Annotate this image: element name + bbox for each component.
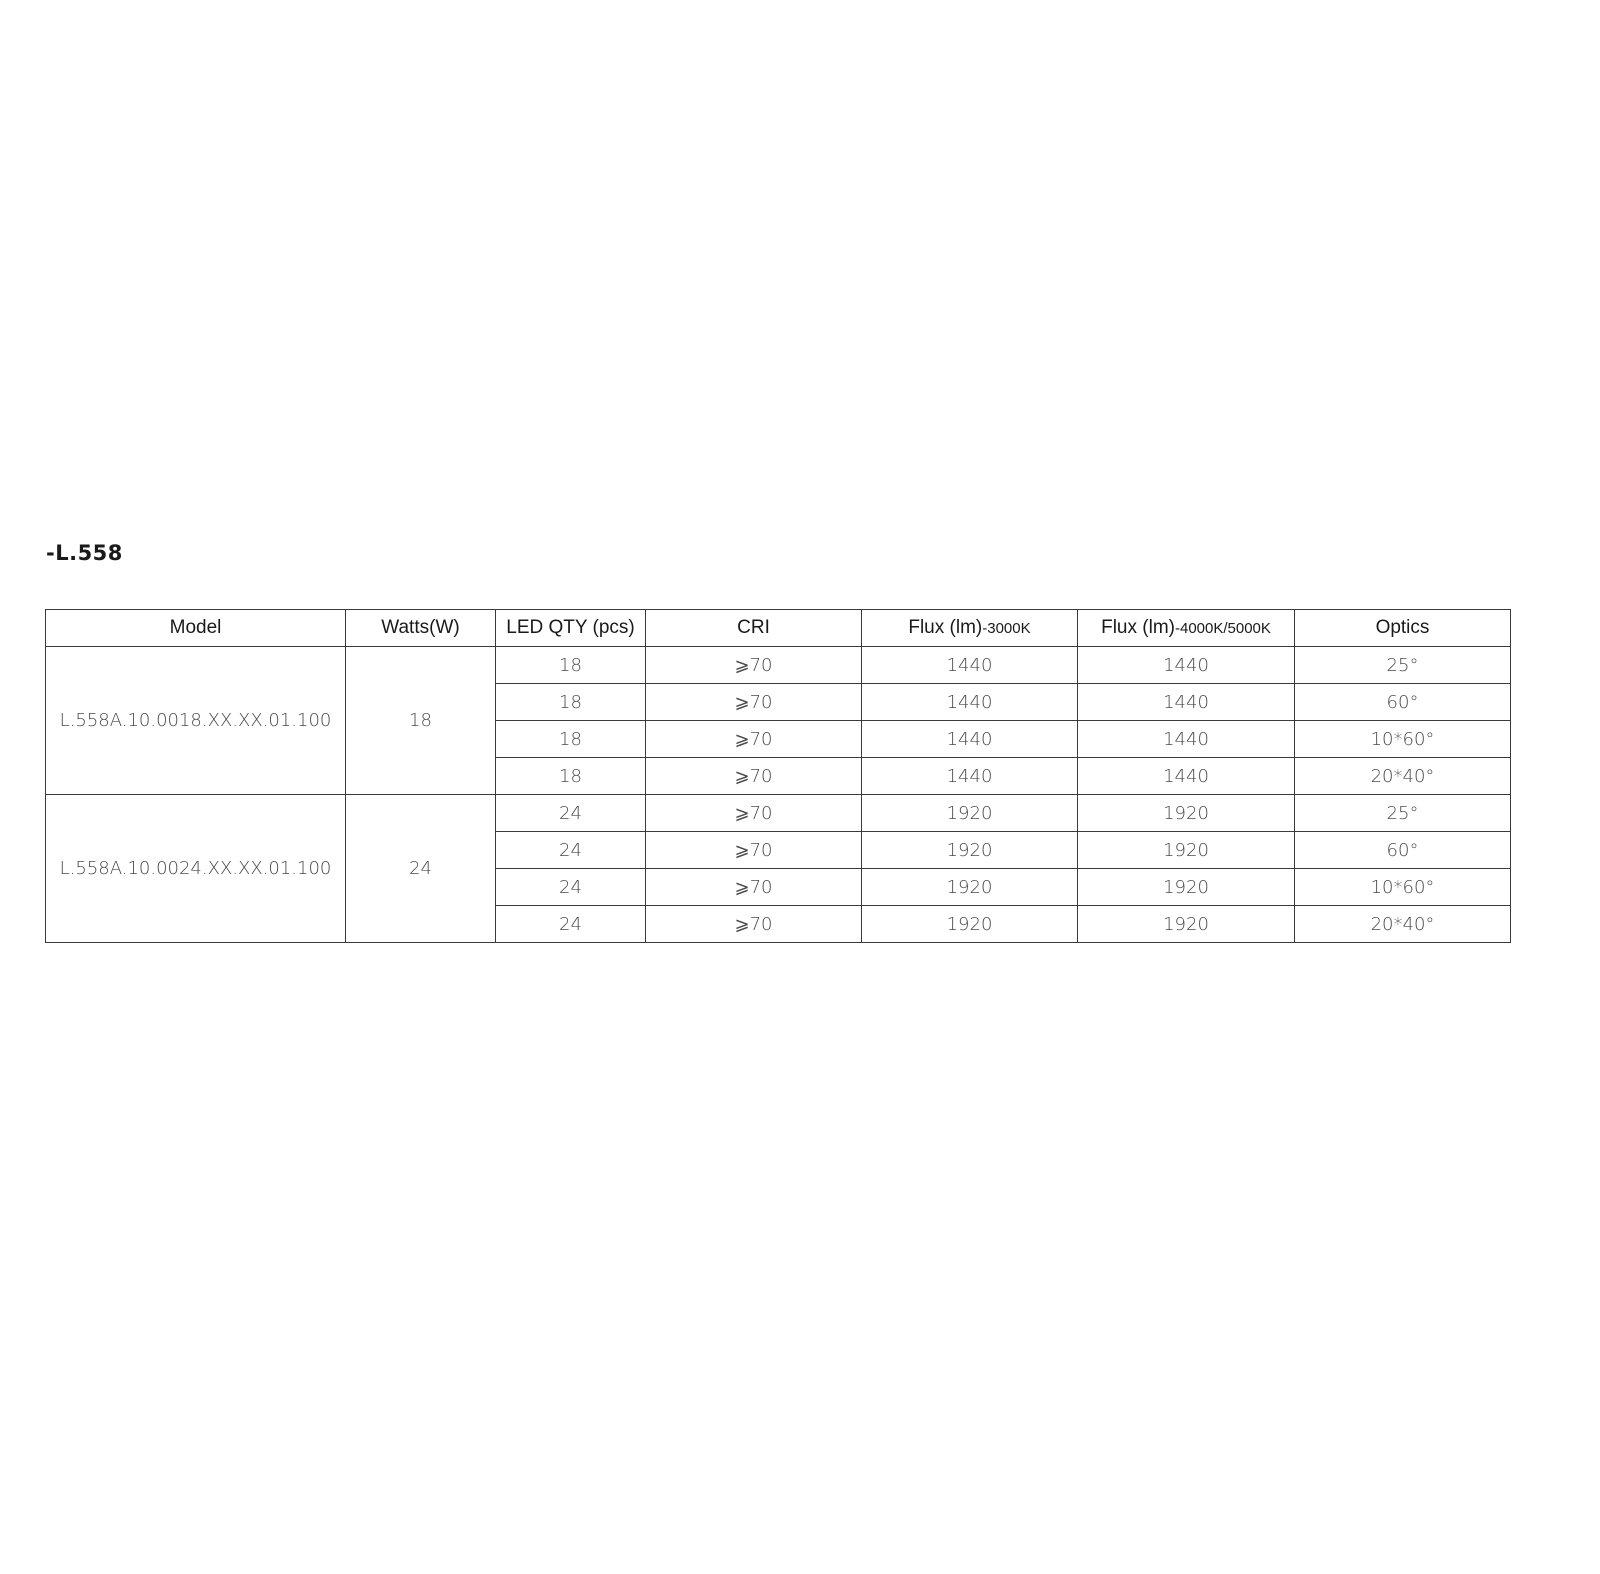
spec-table <box>45 609 1511 943</box>
table-header-row <box>46 610 1511 647</box>
flux-3000k-cell: 1440 <box>862 721 1078 758</box>
flux-4000k-cell: 1440 <box>1078 721 1295 758</box>
watts-cell: 18 <box>346 647 496 795</box>
header-model: Model <box>46 610 346 647</box>
cri-cell: ⩾70 <box>646 647 862 684</box>
flux-4000k-cell: 1920 <box>1078 869 1295 906</box>
cri-cell: ⩾70 <box>646 684 862 721</box>
optics-cell: 60° <box>1295 684 1511 721</box>
led-qty-cell: 24 <box>496 869 646 906</box>
flux-3000k-cell: 1440 <box>862 647 1078 684</box>
header-optics: Optics <box>1295 610 1511 647</box>
optics-cell: 25° <box>1295 795 1511 832</box>
flux-4000k-cell: 1440 <box>1078 684 1295 721</box>
cri-cell: ⩾70 <box>646 721 862 758</box>
led-qty-cell: 24 <box>496 795 646 832</box>
optics-cell: 10*60° <box>1295 721 1511 758</box>
flux-4000k-cell: 1920 <box>1078 906 1295 943</box>
header-flux-3000k-label: Flux (lm) <box>908 617 983 638</box>
header-flux-4000k-sub: -4000K/5000K <box>1174 620 1271 637</box>
flux-3000k-cell: 1440 <box>862 684 1078 721</box>
led-qty-cell: 18 <box>496 721 646 758</box>
flux-4000k-cell: 1920 <box>1078 832 1295 869</box>
cri-cell: ⩾70 <box>646 832 862 869</box>
optics-cell: 20*40° <box>1295 758 1511 795</box>
optics-cell: 10*60° <box>1295 869 1511 906</box>
flux-3000k-cell: 1920 <box>862 869 1078 906</box>
led-qty-cell: 18 <box>496 758 646 795</box>
optics-cell: 20*40° <box>1295 906 1511 943</box>
flux-3000k-cell: 1920 <box>862 906 1078 943</box>
cri-cell: ⩾70 <box>646 906 862 943</box>
led-qty-cell: 18 <box>496 684 646 721</box>
watts-cell: 24 <box>346 795 496 943</box>
header-flux-3000k <box>862 610 1078 647</box>
header-flux-3000k-sub: -3000K <box>982 620 1031 637</box>
led-qty-cell: 24 <box>496 832 646 869</box>
flux-3000k-cell: 1920 <box>862 795 1078 832</box>
flux-4000k-cell: 1440 <box>1078 758 1295 795</box>
header-watts: Watts(W) <box>346 610 496 647</box>
model-cell: L.558A.10.0018.XX.XX.01.100 <box>46 647 346 795</box>
table-row <box>46 647 1511 684</box>
table-row <box>46 795 1511 832</box>
header-led-qty: LED QTY (pcs) <box>496 610 646 647</box>
cri-cell: ⩾70 <box>646 795 862 832</box>
cri-cell: ⩾70 <box>646 758 862 795</box>
flux-3000k-cell: 1920 <box>862 832 1078 869</box>
header-cri: CRI <box>646 610 862 647</box>
cri-cell: ⩾70 <box>646 869 862 906</box>
flux-4000k-cell: 1920 <box>1078 795 1295 832</box>
led-qty-cell: 24 <box>496 906 646 943</box>
led-qty-cell: 18 <box>496 647 646 684</box>
optics-cell: 25° <box>1295 647 1511 684</box>
header-flux-4000k <box>1078 610 1295 647</box>
flux-3000k-cell: 1440 <box>862 758 1078 795</box>
flux-4000k-cell: 1440 <box>1078 647 1295 684</box>
optics-cell: 60° <box>1295 832 1511 869</box>
header-flux-4000k-label: Flux (lm) <box>1101 617 1175 638</box>
page-title: -L.558 <box>46 541 123 565</box>
model-cell: L.558A.10.0024.XX.XX.01.100 <box>46 795 346 943</box>
